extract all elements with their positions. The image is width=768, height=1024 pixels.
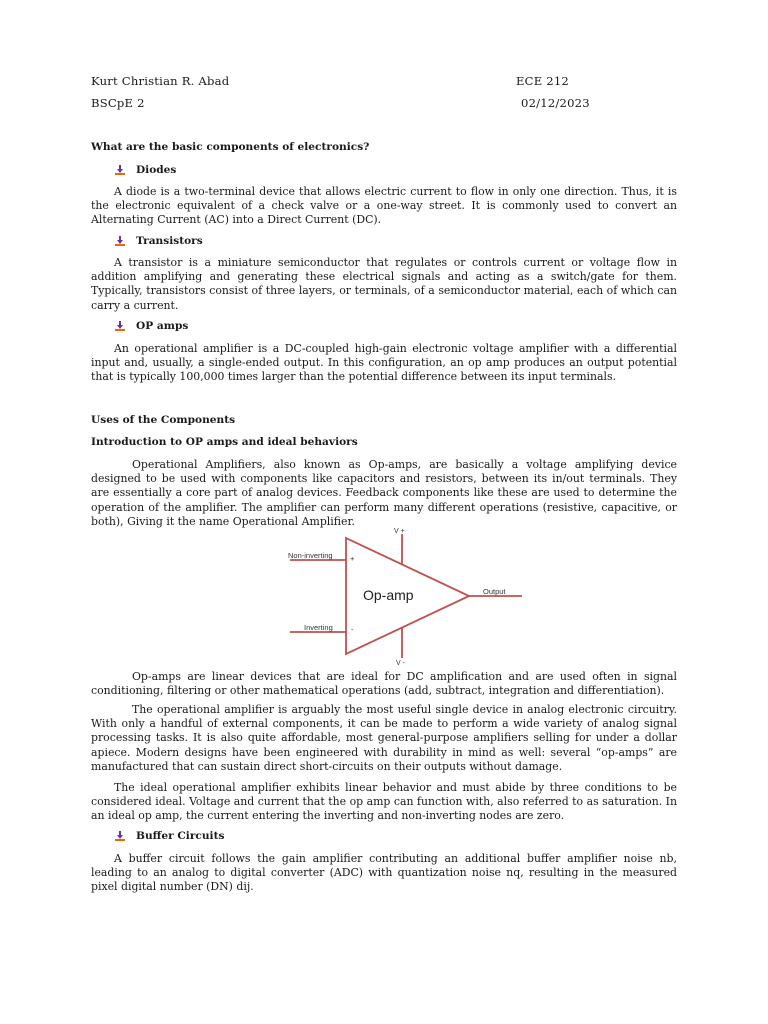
inverting-label: Inverting bbox=[304, 623, 333, 632]
transistors-title: Transistors bbox=[136, 235, 203, 247]
down-arrow-bullet-icon bbox=[114, 830, 126, 842]
plus-sign-label: + bbox=[350, 554, 355, 563]
v-minus-label: V - bbox=[396, 660, 405, 667]
course-code: ECE 212 bbox=[516, 74, 570, 88]
diodes-title: Diodes bbox=[136, 164, 177, 176]
down-arrow-bullet-icon bbox=[114, 235, 126, 247]
op-amps-linear-paragraph: Op-amps are linear devices that are ideal for DC amplification and are used often in signal conditioning, filtering or other mathematical operations (add, subtract, integration and differentiation). bbox=[91, 670, 677, 698]
op-amps-useful-paragraph: The operational amplifier is arguably the most useful single device in analog electronic circuitry. With only a handful of external components, it can be made to perform a wide variety of analog signal processing tasks. It is also quite affordable, most general-purpose amplifiers selling for under a dollar apiece. Modern designs have been engineered with durability in mind as well: several “op-amps” are manufactured that can sustain direct short-circuits on their outputs without damage. bbox=[91, 703, 677, 773]
v-plus-label: V + bbox=[394, 528, 405, 535]
non-inverting-label: Non-inverting bbox=[288, 551, 333, 560]
op-amp-center-label: Op-amp bbox=[363, 587, 414, 603]
intro-heading: Introduction to OP amps and ideal behaviors bbox=[91, 436, 358, 448]
output-label: Output bbox=[483, 587, 506, 596]
document-date: 02/12/2023 bbox=[521, 96, 590, 110]
down-arrow-bullet-icon bbox=[114, 164, 126, 176]
op-amps-paragraph: An operational amplifier is a DC-coupled high-gain electronic voltage amplifier with a differential input and, usually, a single-ended output. In this configuration, an op amp produces an output potential that is typically 100,000 times larger than the potential difference between its input terminals. bbox=[91, 342, 677, 384]
bullet-buffer-circuits bbox=[114, 830, 224, 842]
author-name: Kurt Christian R. Abad bbox=[91, 74, 230, 88]
bullet-op-amps bbox=[114, 320, 188, 332]
uses-heading: Uses of the Components bbox=[91, 414, 236, 426]
bullet-diodes bbox=[114, 164, 176, 176]
question-heading: What are the basic components of electronics? bbox=[91, 141, 370, 153]
bullet-transistors bbox=[114, 235, 203, 247]
op-amp-diagram bbox=[280, 524, 530, 668]
buffer-circuits-paragraph: A buffer circuit follows the gain amplifier contributing an additional buffer amplifier noise nb, leading to an analog to digital converter (ADC) with quantization noise nq, resulting in the measured pixel digital number (DN) dij. bbox=[91, 852, 677, 894]
diodes-paragraph: A diode is a two-terminal device that allows electric current to flow in only one direction. Thus, it is the electronic equivalent of a check valve or a one-way street. It is commonly used to convert an Alternating Current (AC) into a Direct Current (DC). bbox=[91, 185, 677, 227]
op-amps-title: OP amps bbox=[136, 320, 189, 332]
ideal-op-amp-paragraph: The ideal operational amplifier exhibits linear behavior and must abide by three conditions to be considered ideal. Voltage and current that the op amp can function with, also referred to as saturation. In an ideal op amp, the current entering the inverting and non-inverting nodes are zero. bbox=[91, 781, 677, 823]
intro-paragraph: Operational Amplifiers, also known as Op-amps, are basically a voltage amplifying device designed to be used with components like capacitors and resistors, between its in/out terminals. They are essentially a core part of analog devices. Feedback components like these are used to determine the operation of the amplifier. The amplifier can perform many different operations (resistive, capacitive, or both), Giving it the name Operational Amplifier. bbox=[91, 458, 677, 528]
transistors-paragraph: A transistor is a miniature semiconductor that regulates or controls current or voltage flow in addition amplifying and generating these electrical signals and acting as a switch/gate for them. Typically, transistors consist of three layers, or terminals, of a semiconductor material, each of which can carry a current. bbox=[91, 256, 677, 312]
program-year: BSCpE 2 bbox=[91, 96, 145, 110]
minus-sign-label: - bbox=[351, 625, 354, 634]
down-arrow-bullet-icon bbox=[114, 320, 126, 332]
buffer-circuits-title: Buffer Circuits bbox=[136, 830, 225, 842]
